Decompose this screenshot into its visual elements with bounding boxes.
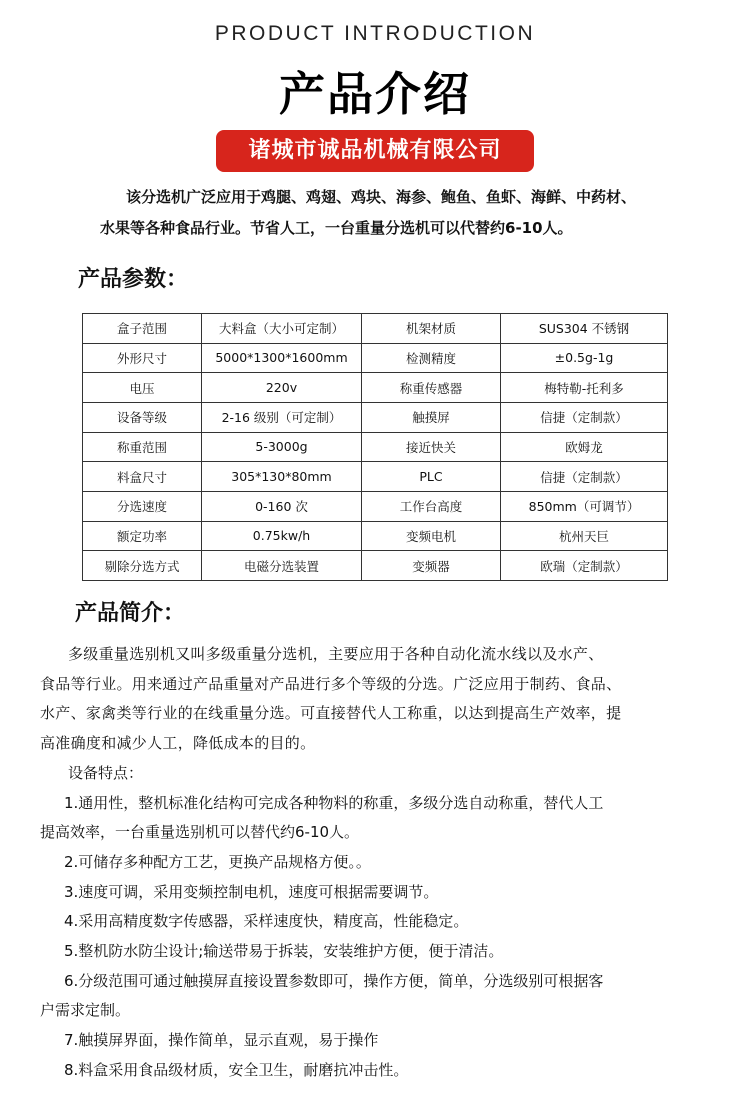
- param-value: 850mm（可调节）: [501, 491, 668, 521]
- intro-line: 水果等各种食品行业。节省人工，一台重量分选机可以代替约6-10人。: [100, 219, 573, 237]
- features-list: [40, 789, 710, 1086]
- param-value: 欧瑞（定制款）: [501, 551, 668, 581]
- feature-item: [40, 1056, 710, 1086]
- param-label: 盒子范围: [83, 314, 202, 344]
- features-heading: 设备特点：: [68, 763, 144, 782]
- feature-line: 8.料盒采用食品级材质，安全卫生，耐磨抗冲击性。: [64, 1060, 409, 1079]
- param-label: 剔除分选方式: [83, 551, 202, 581]
- param-label: 变频器: [362, 551, 501, 581]
- param-value: 杭州天巨: [501, 521, 668, 551]
- brief-heading: 产品简介：: [75, 601, 186, 626]
- param-label: 称重传感器: [362, 373, 501, 403]
- param-label: 料盒尺寸: [83, 462, 202, 492]
- param-label: 称重范围: [83, 432, 202, 462]
- english-title: PRODUCT INTRODUCTION: [214, 22, 536, 45]
- params-row: [83, 551, 668, 581]
- param-value: 大料盒（大小可定制）: [202, 314, 362, 344]
- feature-item: [40, 907, 710, 937]
- feature-item: [40, 789, 710, 848]
- params-row: [83, 521, 668, 551]
- paragraph-line: 水产、家禽类等行业的在线重量分选。可直接替代人工称重，以达到提高生产效率，提: [40, 704, 622, 723]
- param-value: 5-3000g: [202, 432, 362, 462]
- params-table: [82, 313, 668, 581]
- feature-item: [40, 848, 710, 878]
- param-label: 变频电机: [362, 521, 501, 551]
- feature-line: 6.分级范围可通过触摸屏直接设置参数即可，操作方便，简单，分选级别可根据客: [64, 971, 604, 990]
- brief-paragraph: [40, 640, 710, 759]
- param-label: 机架材质: [362, 314, 501, 344]
- param-value: 欧姆龙: [501, 432, 668, 462]
- brief-body: [40, 640, 710, 1086]
- param-value: 电磁分选装置: [202, 551, 362, 581]
- feature-line: 5.整机防水防尘设计;输送带易于拆装，安装维护方便，便于清洁。: [64, 942, 504, 961]
- company-banner: 诸城市诚品机械有限公司: [216, 130, 534, 172]
- intro-text: [100, 182, 700, 244]
- feature-item: [40, 967, 710, 1026]
- params-row: [83, 402, 668, 432]
- param-label: PLC: [362, 462, 501, 492]
- feature-line: 2.可储存多种配方工艺，更换产品规格方便。。: [64, 852, 371, 871]
- param-value: 0.75kw/h: [202, 521, 362, 551]
- param-label: 设备等级: [83, 402, 202, 432]
- param-label: 接近快关: [362, 432, 501, 462]
- param-value: 0-160 次: [202, 491, 362, 521]
- params-row: [83, 491, 668, 521]
- params-row: [83, 373, 668, 403]
- params-row: [83, 432, 668, 462]
- feature-line: 7.触摸屏界面，操作简单，显示直观，易于操作: [64, 1031, 379, 1050]
- param-value: 5000*1300*1600mm: [202, 343, 362, 373]
- param-value: 220v: [202, 373, 362, 403]
- param-label: 额定功率: [83, 521, 202, 551]
- paragraph-line: 多级重量选别机又叫多级重量分选机，主要应用于各种自动化流水线以及水产、: [68, 645, 604, 663]
- feature-line: 4.采用高精度数字传感器，采样速度快，精度高，性能稳定。: [64, 912, 469, 931]
- param-value: ±0.5g-1g: [501, 343, 668, 373]
- param-label: 外形尺寸: [83, 343, 202, 373]
- feature-line: 1.通用性，整机标准化结构可完成各种物料的称重，多级分选自动称重，替代人工: [64, 793, 604, 812]
- feature-line: 3.速度可调，采用变频控制电机，速度可根据需要调节。: [64, 882, 439, 901]
- params-row: [83, 343, 668, 373]
- param-label: 工作台高度: [362, 491, 501, 521]
- params-heading: 产品参数：: [78, 267, 189, 292]
- feature-item: [40, 878, 710, 908]
- param-label: 检测精度: [362, 343, 501, 373]
- feature-item: [40, 937, 710, 967]
- param-value: 2-16 级别（可定制）: [202, 402, 362, 432]
- param-label: 分选速度: [83, 491, 202, 521]
- param-value: 信捷（定制款）: [501, 462, 668, 492]
- param-label: 触摸屏: [362, 402, 501, 432]
- feature-line: 提高效率，一台重量选别机可以替代约6-10人。: [40, 823, 360, 842]
- param-value: 305*130*80mm: [202, 462, 362, 492]
- paragraph-line: 食品等行业。用来通过产品重量对产品进行多个等级的分选。广泛应用于制药、食品、: [40, 674, 622, 693]
- params-row: [83, 314, 668, 344]
- param-value: SUS304 不锈钢: [501, 314, 668, 344]
- feature-line: 户需求定制。: [40, 1001, 131, 1020]
- param-value: 梅特勒-托利多: [501, 373, 668, 403]
- param-label: 电压: [83, 373, 202, 403]
- paragraph-line: 高准确度和减少人工，降低成本的目的。: [40, 734, 316, 753]
- params-row: [83, 462, 668, 492]
- feature-item: [40, 1026, 710, 1056]
- page-title: 产品介绍: [279, 67, 471, 121]
- param-value: 信捷（定制款）: [501, 402, 668, 432]
- intro-line: 该分选机广泛应用于鸡腿、鸡翅、鸡块、海参、鲍鱼、鱼虾、海鲜、中药材、: [126, 188, 637, 206]
